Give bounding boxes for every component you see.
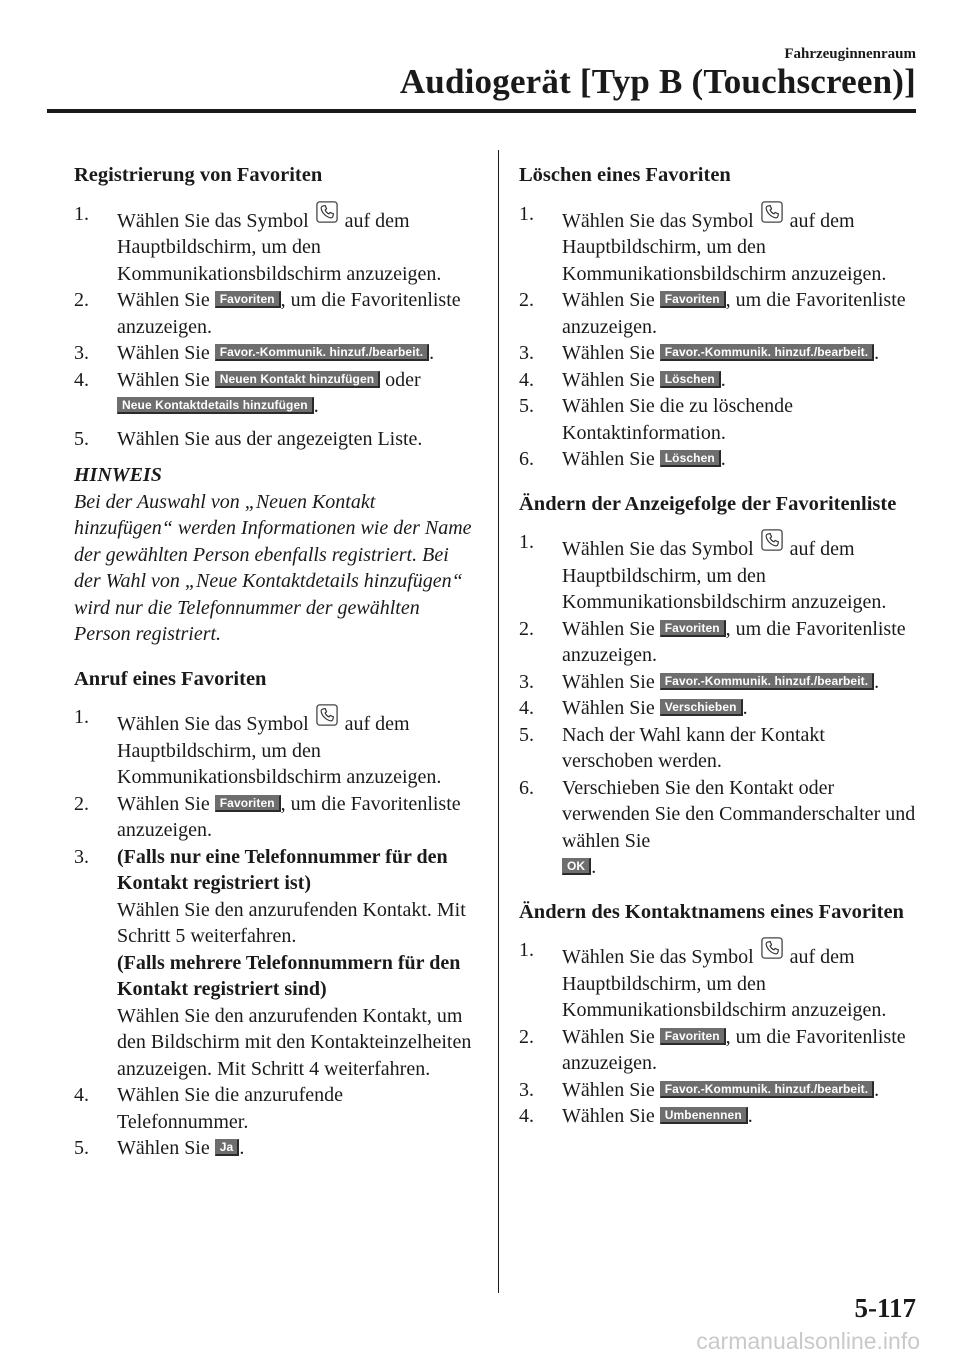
step: [519, 695, 919, 722]
step-number: 5.: [519, 723, 534, 746]
step-text: .: [874, 670, 880, 693]
step-text: Wählen Sie das Symbol: [562, 209, 754, 232]
page-number: 5-117: [854, 1293, 916, 1323]
note-heading: HINWEIS: [74, 464, 162, 486]
step: [519, 1077, 919, 1104]
step-number: 1.: [74, 202, 89, 225]
step: [519, 616, 919, 669]
step-text: , um die Favoritenliste anzuzeigen.: [117, 792, 461, 841]
step-text: , um die Favoritenliste anzuzeigen.: [562, 289, 906, 338]
step-text: Wählen Sie: [562, 1025, 655, 1048]
step-text: Wählen Sie die anzurufende Telefonnummer.: [117, 1084, 344, 1133]
step-number: 5.: [74, 427, 89, 450]
step: [519, 1024, 919, 1077]
favor-kommunik-button: Favor.-Kommunik. hinzuf./bearbeit.: [215, 344, 429, 361]
step: [519, 446, 919, 473]
section-title-reihenfolge: Ändern der Anzeigefolge der Favoritenliste: [519, 492, 897, 515]
step-number: 2.: [74, 792, 89, 815]
favoriten-button: Favoriten: [215, 291, 281, 308]
step-text: .: [591, 856, 597, 878]
step-number: 4.: [74, 1084, 89, 1106]
section-title-anruf: Anruf eines Favoriten: [74, 667, 267, 690]
step-number: 3.: [74, 845, 89, 868]
header-category: Fahrzeuginnenraum: [784, 46, 916, 62]
step: [519, 201, 919, 288]
step-text: auf dem Hauptbildschirm, um den Kommunikationsbildschirm anzuzeigen.: [562, 538, 887, 613]
step-text: Wählen Sie: [562, 670, 655, 693]
step-text: Wählen Sie: [562, 342, 655, 364]
step-text: Wählen Sie das Symbol: [562, 946, 754, 968]
step: [519, 287, 919, 340]
step-number: 5.: [74, 1137, 89, 1159]
step-number: 6.: [519, 448, 534, 470]
step: [519, 937, 919, 1024]
step-text: .: [313, 395, 319, 417]
step: [74, 340, 474, 367]
step-text: Nach der Wahl kann der Kontakt verschoben werden.: [562, 723, 825, 772]
step-text: auf dem Hauptbildschirm, um den Kommunikationsbildschirm anzuzeigen.: [562, 946, 887, 1021]
step-text: Wählen Sie: [117, 1137, 210, 1159]
step: [519, 529, 919, 616]
steps-umbenennen: [519, 937, 919, 1130]
favoriten-button: Favoriten: [215, 795, 281, 812]
umbenennen-button: Umbenennen: [660, 1107, 748, 1124]
step: [74, 367, 474, 420]
step: [74, 426, 474, 453]
step-text: Wählen Sie: [117, 289, 210, 311]
verschieben-button: Verschieben: [660, 699, 743, 716]
step-number: 1.: [519, 202, 534, 225]
step-text: .: [874, 342, 880, 364]
step-number: 1.: [519, 939, 534, 961]
favoriten-button: Favoriten: [660, 1028, 726, 1045]
step-text: .: [747, 1105, 753, 1127]
section-title-umbenennen: Ändern des Kontaktnamens eines Favoriten: [519, 900, 904, 923]
ja-button: Ja: [215, 1139, 240, 1156]
phone-icon: [316, 201, 338, 223]
step-number: 4.: [74, 368, 89, 391]
step-text: Wählen Sie: [562, 1078, 655, 1101]
step-text: , um die Favoritenliste anzuzeigen.: [562, 1025, 906, 1074]
section-title-loeschen: Löschen eines Favoriten: [519, 164, 731, 186]
step-text: Wählen Sie: [562, 368, 655, 391]
favor-kommunik-button: Favor.-Kommunik. hinzuf./bearbeit.: [660, 673, 874, 690]
step: [74, 201, 474, 288]
loeschen-button: Löschen: [660, 371, 721, 388]
neue-kontaktdetails-button: Neue Kontaktdetails hinzufügen: [117, 397, 314, 414]
step: [519, 393, 919, 446]
step: [519, 722, 919, 775]
step-number: 6.: [519, 776, 534, 799]
step-text: Wählen Sie das Symbol: [562, 538, 754, 560]
step-text: Wählen Sie: [562, 289, 655, 311]
step-number: 2.: [519, 1025, 534, 1048]
favor-kommunik-button: Favor.-Kommunik. hinzuf./bearbeit.: [660, 344, 874, 361]
watermark: carmanualsonline.info: [696, 1328, 920, 1354]
steps-anruf: [74, 704, 474, 1162]
step-text: Wählen Sie das Symbol: [117, 209, 309, 232]
step-text: .: [874, 1078, 880, 1101]
step-number: 3.: [519, 1078, 534, 1101]
step-number: 2.: [74, 289, 89, 311]
header-title: Audiogerät [Typ B (Touchscreen)]: [399, 62, 916, 101]
step-text: .: [742, 697, 748, 719]
steps-reihenfolge: [519, 529, 919, 881]
step-text: auf dem Hauptbildschirm, um den Kommunikationsbildschirm anzuzeigen.: [117, 713, 442, 788]
step-text: Wählen Sie: [562, 617, 655, 640]
step-text: .: [239, 1137, 245, 1159]
step: [519, 775, 919, 881]
step-text: , um die Favoritenliste anzuzeigen.: [117, 289, 461, 338]
neuen-kontakt-button: Neuen Kontakt hinzufügen: [215, 371, 380, 388]
step-number: 4.: [519, 368, 534, 391]
step-text: Wählen Sie den anzurufenden Kontakt. Mit Schritt 5 weiterfahren.: [117, 898, 466, 947]
step-number: 2.: [519, 617, 534, 640]
step-text: Wählen Sie aus der angezeigten Liste.: [117, 427, 423, 450]
step-number: 2.: [519, 289, 534, 311]
phone-icon: [316, 704, 338, 726]
phone-icon: [761, 937, 783, 959]
favoriten-button: Favoriten: [660, 620, 726, 637]
step: [519, 340, 919, 367]
step-text: Wählen Sie: [562, 448, 655, 470]
step-text: Wählen Sie: [562, 1105, 655, 1127]
steps-loeschen: [519, 201, 919, 473]
header-rule: [47, 109, 916, 113]
step-text: Wählen Sie: [117, 368, 210, 391]
step-number: 3.: [74, 342, 89, 364]
step-number: 5.: [519, 395, 534, 417]
note-text: Bei der Auswahl von „Neuen Kontakt hinzufügen“ werden Informationen wie der Name der gewählten Person ebenfalls registriert. Bei der Wahl von „Neue Kontaktdetails hinzufügen“ wird nur die Telefonnummer der gewählten Person registriert.: [74, 490, 472, 645]
right-column: [519, 158, 919, 1130]
step-number: 4.: [519, 1105, 534, 1127]
ok-button: OK: [562, 858, 591, 875]
steps-registrierung: [74, 201, 474, 453]
step-text: Wählen Sie: [117, 792, 210, 815]
step-case-heading: (Falls mehrere Telefonnummern für den Kontakt registriert sind): [117, 951, 461, 1000]
left-column: [74, 158, 474, 1162]
step: [74, 844, 474, 1083]
step-number: 4.: [519, 697, 534, 719]
step-text: auf dem Hauptbildschirm, um den Kommunikationsbildschirm anzuzeigen.: [562, 209, 887, 285]
step-number: 3.: [519, 342, 534, 364]
step-text: Wählen Sie das Symbol: [117, 713, 309, 735]
favor-kommunik-button: Favor.-Kommunik. hinzuf./bearbeit.: [660, 1081, 874, 1098]
step: [74, 1082, 474, 1135]
section-title-registrierung: Registrierung von Favoriten: [74, 164, 323, 186]
step-number: 3.: [519, 670, 534, 693]
step: [74, 791, 474, 844]
step-text: .: [429, 342, 435, 364]
step-text: Verschieben Sie den Kontakt oder verwenden Sie den Commanderschalter und wählen Sie: [562, 776, 916, 852]
step-text: Wählen Sie den anzurufenden Kontakt, um den Bildschirm mit den Kontakteinzelheiten anzuzeigen. Mit Schritt 4 weiterfahren.: [117, 1004, 472, 1080]
step: [519, 367, 919, 394]
step: [74, 1135, 474, 1162]
step-text: Wählen Sie: [562, 697, 655, 719]
step-text: .: [720, 448, 726, 470]
phone-icon: [761, 529, 783, 551]
phone-icon: [761, 201, 783, 223]
step-text: Wählen Sie die zu löschende Kontaktinformation.: [562, 395, 794, 444]
step: [519, 669, 919, 696]
favoriten-button: Favoriten: [660, 291, 726, 308]
step-number: 1.: [519, 531, 534, 553]
step-text: auf dem Hauptbildschirm, um den Kommunikationsbildschirm anzuzeigen.: [117, 209, 442, 285]
step-text: oder: [385, 368, 421, 391]
step: [519, 1103, 919, 1130]
column-divider: [498, 150, 499, 1293]
step: [74, 287, 474, 340]
step-number: 1.: [74, 706, 89, 728]
step-case-heading: (Falls nur eine Telefonnummer für den Kontakt registriert ist): [117, 845, 448, 894]
step-text: .: [720, 368, 726, 391]
step-text: , um die Favoritenliste anzuzeigen.: [562, 617, 906, 666]
step: [74, 704, 474, 791]
loeschen-button: Löschen: [660, 450, 721, 467]
step-text: Wählen Sie: [117, 342, 210, 364]
